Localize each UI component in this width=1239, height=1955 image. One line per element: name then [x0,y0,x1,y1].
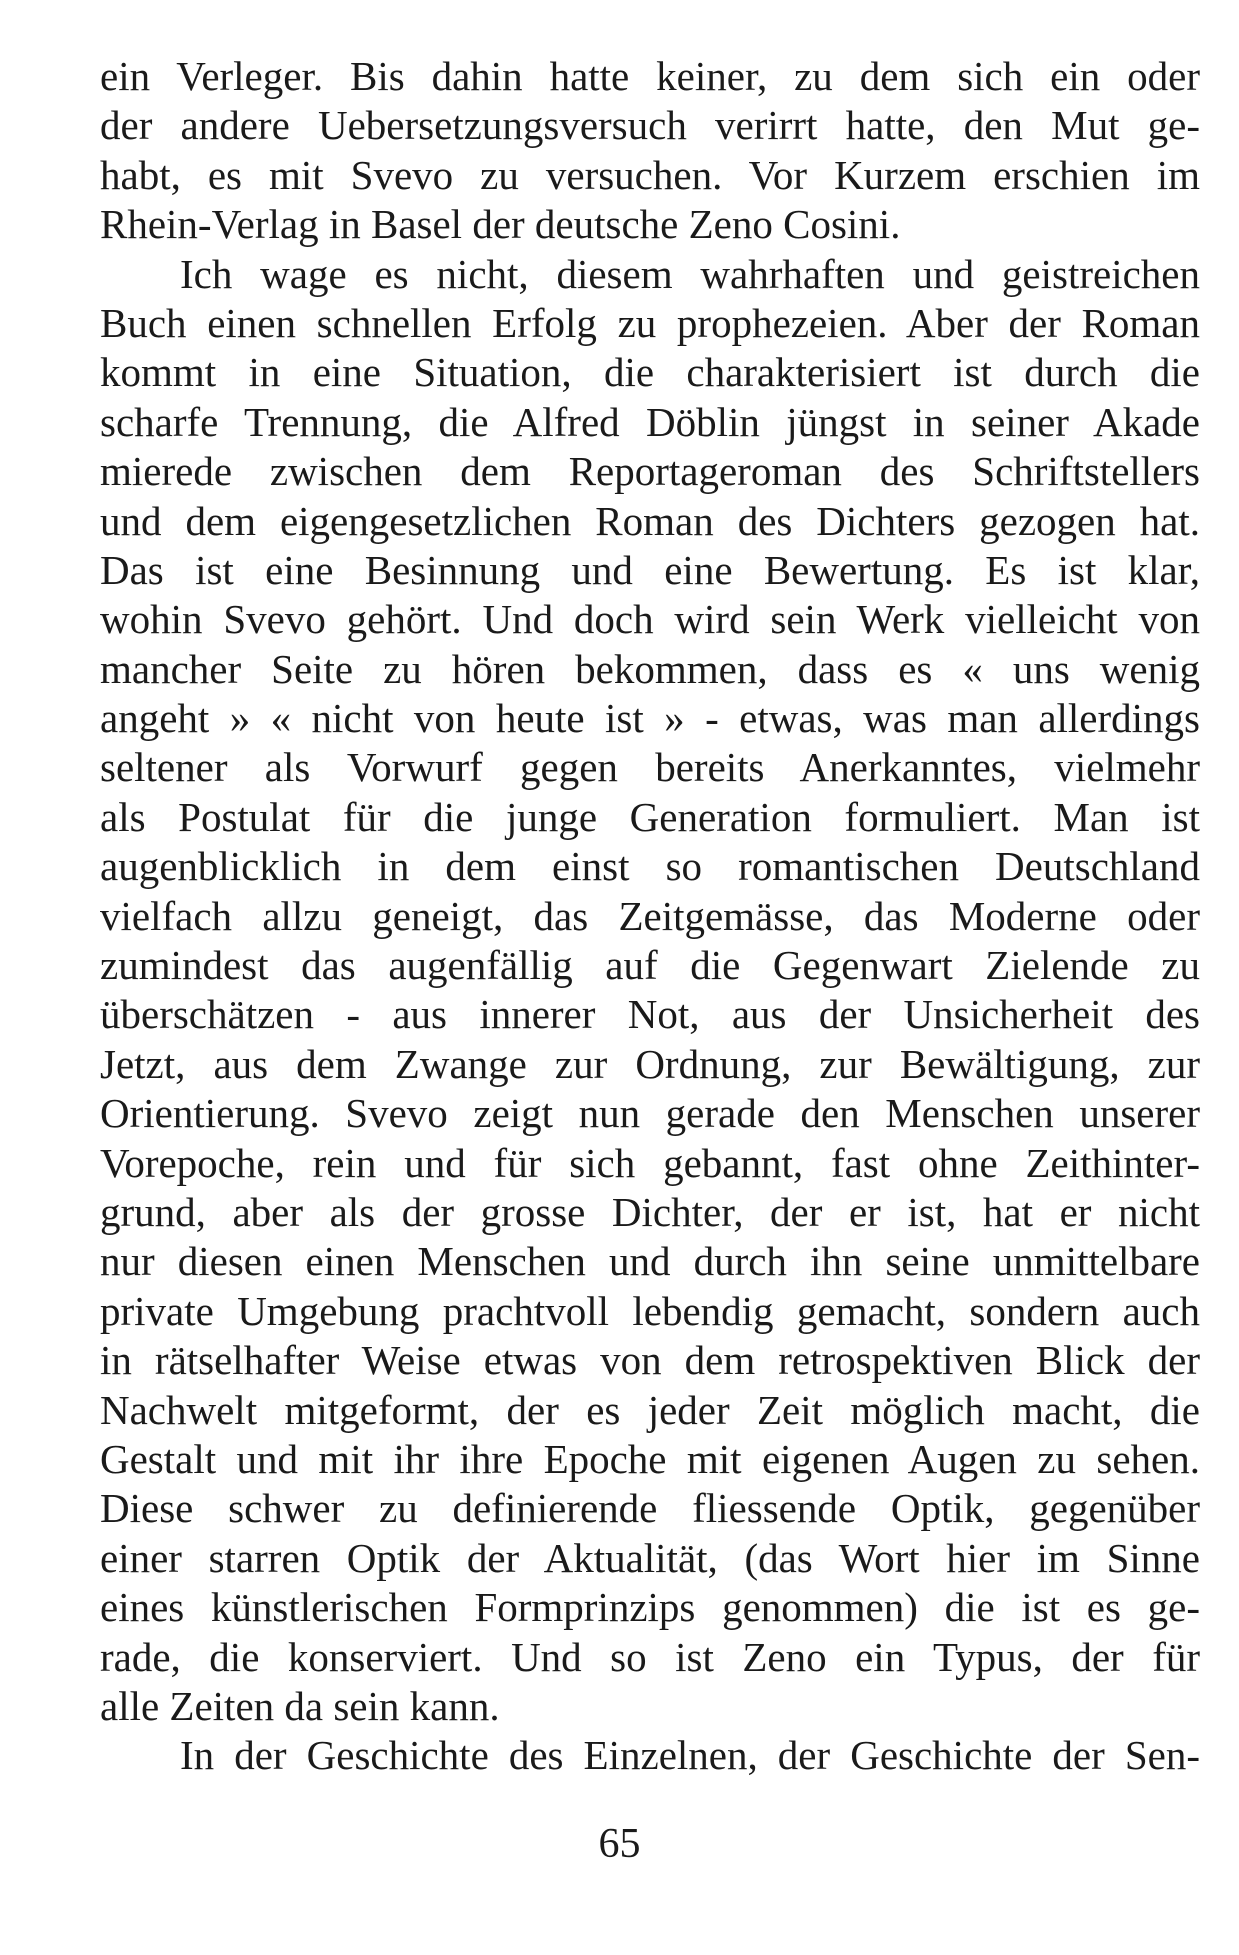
text-line: private Umgebung prachtvoll lebendig gemacht, sondern auch [100,1287,1200,1334]
text-line: rade, die konserviert. Und so ist Zeno ein Typus, der für [100,1633,1200,1680]
text-line: scharfe Trennung, die Alfred Döblin jüngst in seiner Akade [100,398,1200,445]
text-line: Gestalt und mit ihr ihre Epoche mit eigenen Augen zu sehen. [100,1435,1200,1482]
text-line: augenblicklich in dem einst so romantischen Deutschland [100,843,1200,890]
text-line: zumindest das augenfällig auf die Gegenwart Zielende zu [100,942,1200,989]
text-line: Diese schwer zu definierende fliessende Optik, gegenüber [100,1485,1200,1532]
text-line: nur diesen einen Menschen und durch ihn seine unmittelbare [100,1238,1200,1285]
text-line: Ich wage es nicht, diesem wahrhaften und geistreichen [180,250,1200,297]
text-line: kommt in eine Situation, die charakterisiert ist durch die [100,349,1200,396]
text-line: Vorepoche, rein und für sich gebannt, fast ohne Zeithinter- [100,1139,1200,1186]
text-line: Das ist eine Besinnung und eine Bewertung. Es ist klar, [100,546,1200,593]
text-line: mancher Seite zu hören bekommen, dass es « uns wenig [100,645,1200,692]
text-line: in rätselhafter Weise etwas von dem retrospektiven Blick der [100,1337,1200,1384]
text-line: und dem eigengesetzlichen Roman des Dichters gezogen hat. [100,497,1200,544]
text-line: Jetzt, aus dem Zwange zur Ordnung, zur Bewältigung, zur [100,1040,1200,1087]
text-line: der andere Uebersetzungsversuch verirrt hatte, den Mut ge- [100,102,1200,149]
text-line: angeht » « nicht von heute ist » - etwas, was man allerdings [100,695,1200,742]
text-line: habt, es mit Svevo zu versuchen. Vor Kurzem erschien im [100,151,1200,198]
text-line: wohin Svevo gehört. Und doch wird sein Werk vielleicht von [100,596,1200,643]
text-line: als Postulat für die junge Generation formuliert. Man ist [100,793,1200,840]
text-line: ein Verleger. Bis dahin hatte keiner, zu dem sich ein oder [100,53,1200,99]
text-line: In der Geschichte des Einzelnen, der Geschichte der Sen- [180,1732,1200,1779]
text-line: Nachwelt mitgeformt, der es jeder Zeit möglich macht, die [100,1386,1200,1433]
text-line: einer starren Optik der Aktualität, (das Wort hier im Sinne [100,1534,1200,1581]
text-line: grund, aber als der grosse Dichter, der er ist, hat er nicht [100,1188,1200,1235]
text-line: Rhein-Verlag in Basel der deutsche Zeno Cosini. [100,201,901,248]
page-number: 65 [598,1821,641,1867]
text-line: seltener als Vorwurf gegen bereits Anerkanntes, vielmehr [100,744,1200,791]
text-line: mierede zwischen dem Reportageroman des Schriftstellers [100,448,1200,495]
text-line: überschätzen - aus innerer Not, aus der Unsicherheit des [100,991,1200,1038]
text-line: Buch einen schnellen Erfolg zu prophezeien. Aber der Roman [100,299,1200,346]
text-line: vielfach allzu geneigt, das Zeitgemässe, das Moderne oder [100,892,1200,939]
text-line: alle Zeiten da sein kann. [100,1682,500,1729]
text-line: Orientierung. Svevo zeigt nun gerade den Menschen unserer [100,1090,1200,1137]
text-line: eines künstlerischen Formprinzips genommen) die ist es ge- [100,1584,1200,1631]
body-text [100,52,1200,1781]
